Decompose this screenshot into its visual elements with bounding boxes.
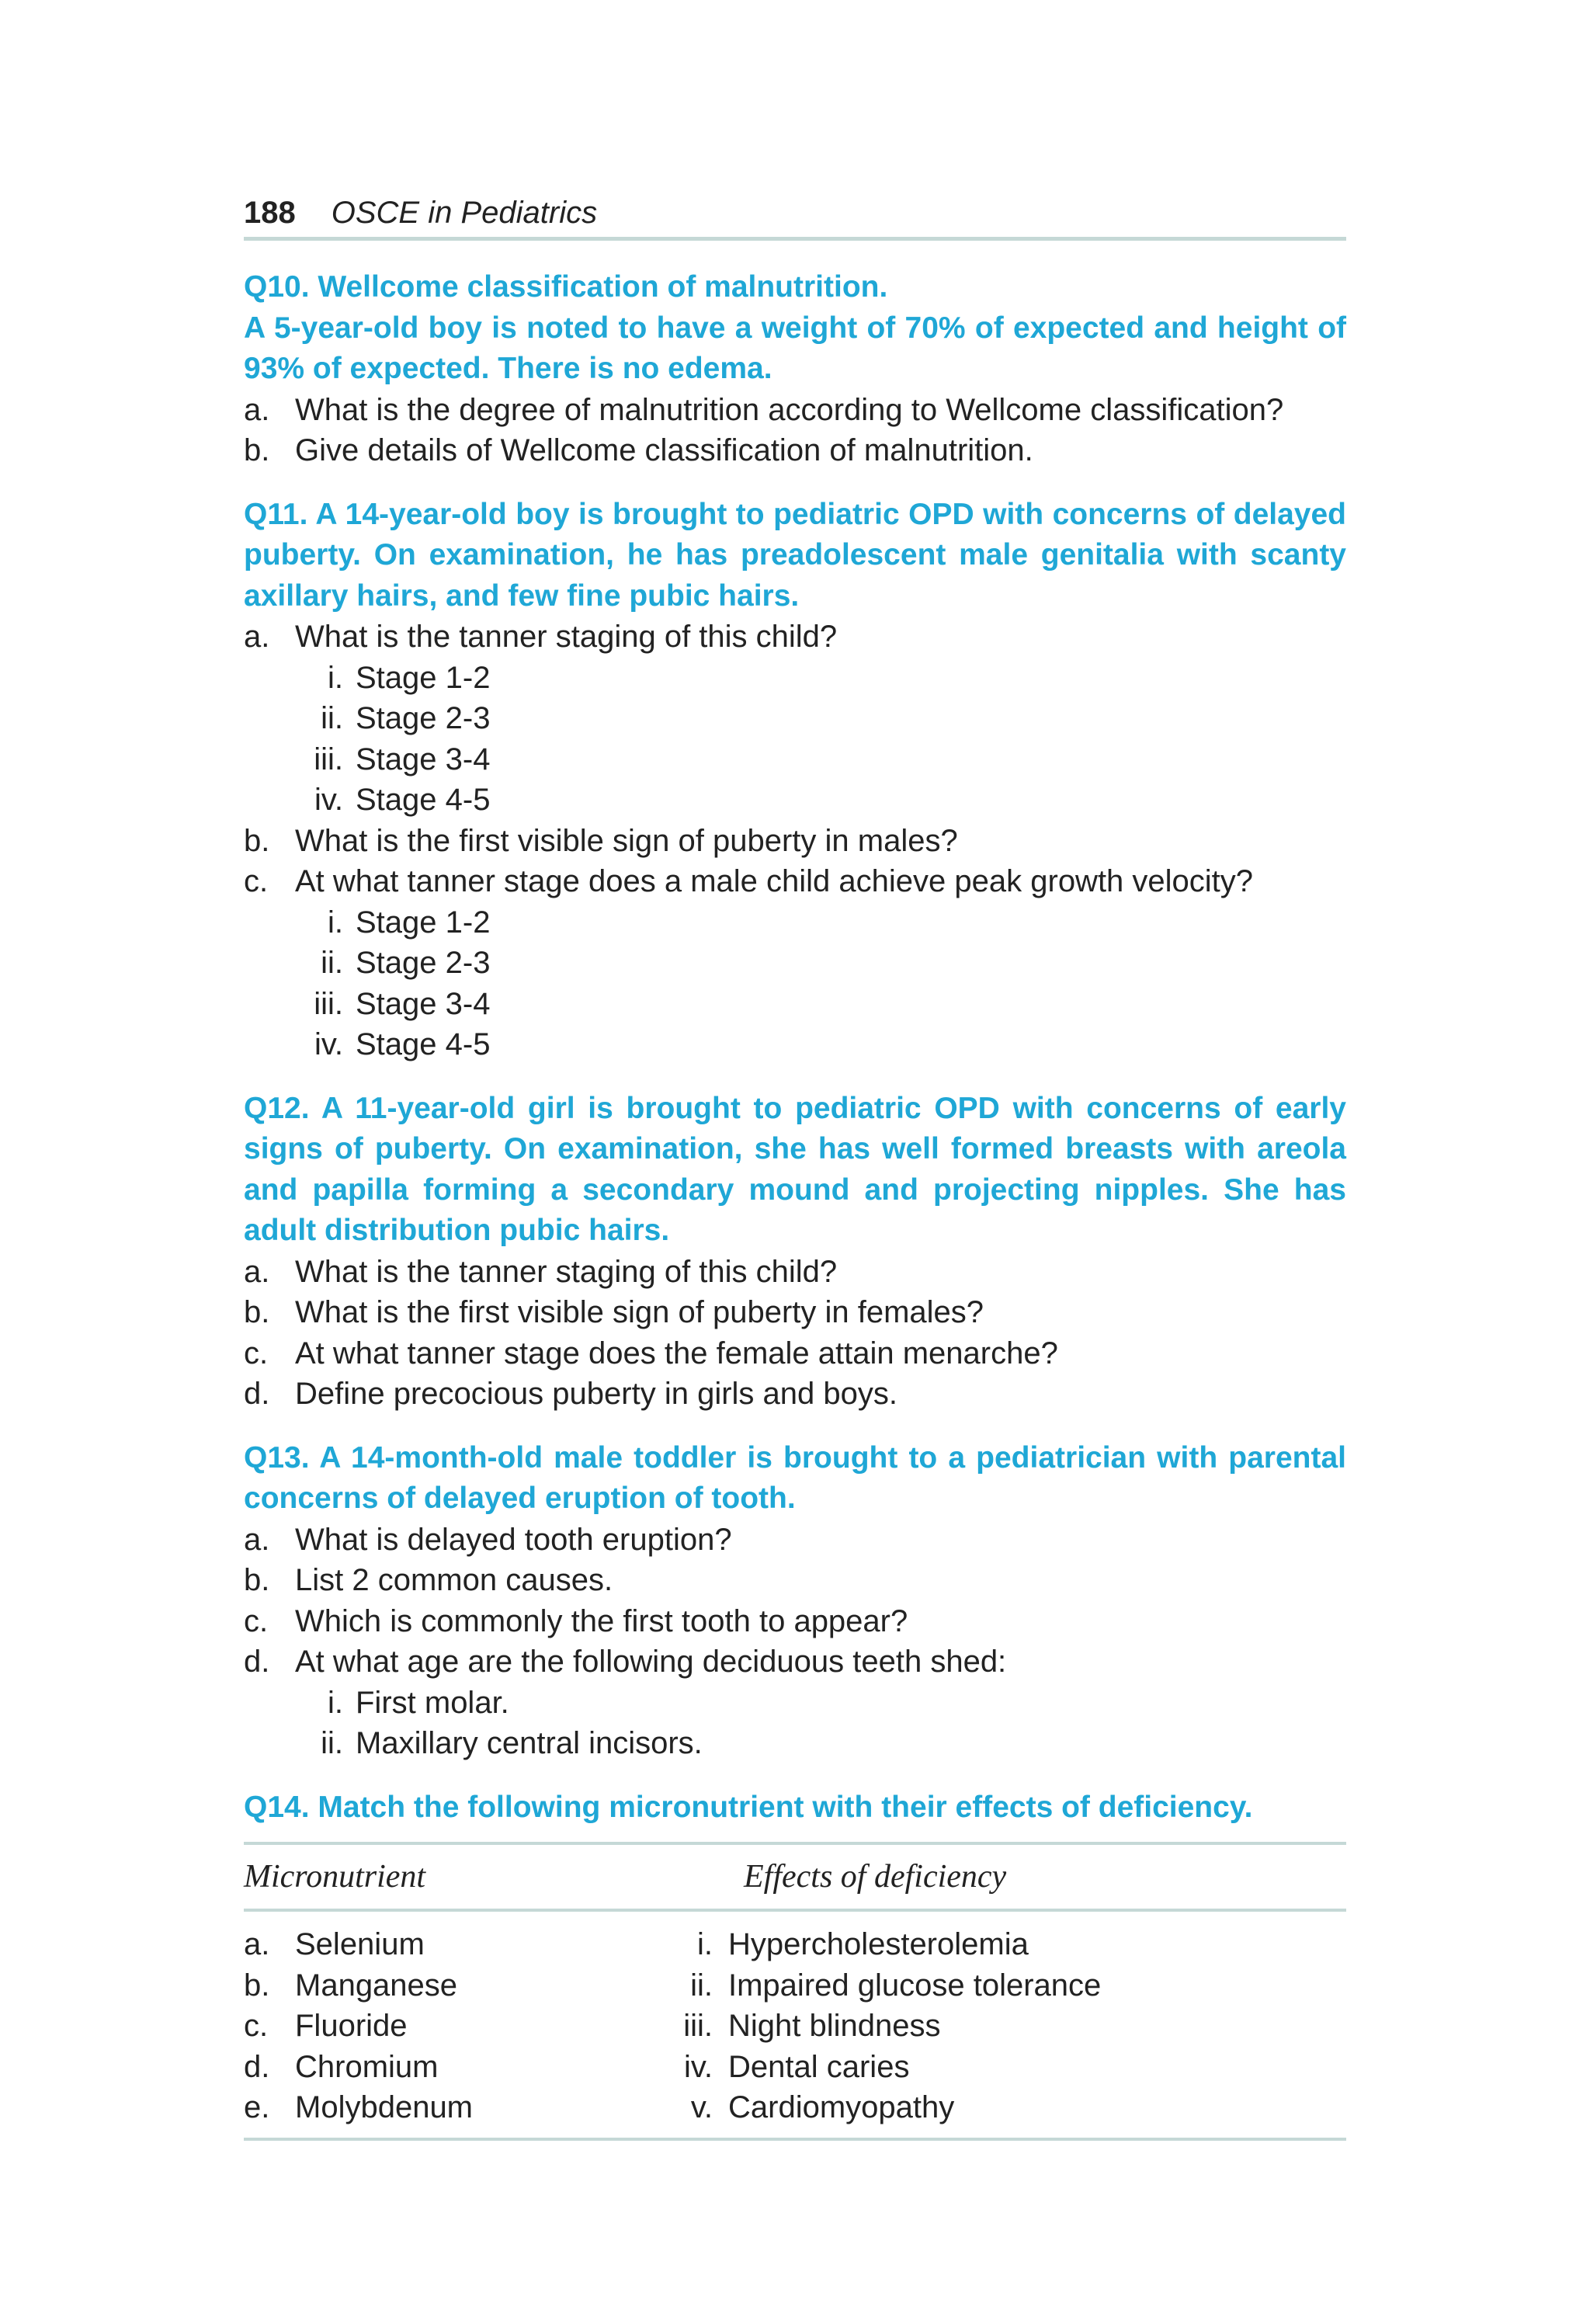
sub-item-marker: ii. <box>321 701 343 735</box>
sub-item <box>244 658 1346 699</box>
question-item <box>244 1252 1346 1293</box>
book-title: OSCE in Pediatrics <box>331 196 598 230</box>
left-marker: a. <box>244 1927 270 1961</box>
question-item <box>244 821 1346 862</box>
question-block-q14 <box>244 1787 1346 2141</box>
item-text: List 2 common causes. <box>295 1563 613 1597</box>
left-marker: d. <box>244 2049 270 2084</box>
question-heading: Q14. Match the following micronutrient with their effects of deficiency. <box>244 1790 1253 1824</box>
item-text: What is the tanner staging of this child? <box>295 620 838 654</box>
micronutrient-name: Selenium <box>295 1927 425 1961</box>
sub-item <box>244 780 1346 821</box>
sub-item <box>244 739 1346 780</box>
sub-item <box>244 698 1346 739</box>
item-text: What is the degree of malnutrition according to Wellcome classification? <box>295 392 1284 427</box>
sub-item-marker: iv. <box>314 1027 343 1061</box>
deficiency-effect: Hypercholesterolemia <box>728 1927 1029 1961</box>
question-item <box>244 861 1346 902</box>
sub-item-text: Stage 3-4 <box>356 986 491 1021</box>
sub-item-text: Stage 1-2 <box>356 905 491 940</box>
page-number: 188 <box>244 196 296 230</box>
right-marker: iv. <box>683 2049 713 2084</box>
item-marker: a. <box>244 1522 270 1557</box>
question-block-q13 <box>244 1438 1346 1764</box>
left-marker: c. <box>244 2009 269 2043</box>
question-item <box>244 1333 1346 1374</box>
right-marker: iii. <box>683 2009 713 2043</box>
question-item <box>244 390 1346 431</box>
match-row <box>244 1924 1346 1965</box>
item-marker: b. <box>244 1563 270 1597</box>
match-row <box>244 2006 1346 2047</box>
column-header-effects: Effects of deficiency <box>744 1859 1007 1895</box>
sub-item <box>244 984 1346 1025</box>
page <box>244 196 1346 2141</box>
sub-item-text: Stage 2-3 <box>356 946 491 980</box>
sub-item-text: Stage 3-4 <box>356 742 491 776</box>
sub-item-marker: iii. <box>314 742 343 776</box>
sub-item-marker: i. <box>328 1685 343 1720</box>
question-item <box>244 430 1346 471</box>
sub-item-text: Stage 4-5 <box>356 1027 491 1061</box>
sub-item-text: First molar. <box>356 1685 509 1720</box>
item-text: Define precocious puberty in girls and boys. <box>295 1377 897 1411</box>
right-marker: v. <box>690 2090 713 2124</box>
question-item <box>244 1560 1346 1601</box>
deficiency-effect: Night blindness <box>728 2009 941 2043</box>
sub-item-marker: ii. <box>321 1726 343 1760</box>
micronutrient-name: Fluoride <box>295 2009 408 2043</box>
question-item <box>244 1601 1346 1642</box>
sub-item-marker: ii. <box>321 946 343 980</box>
match-table-body <box>244 1912 1346 2138</box>
item-marker: a. <box>244 392 270 427</box>
item-marker: a. <box>244 1254 270 1289</box>
sub-item <box>244 943 1346 984</box>
item-text: At what tanner stage does the female attain menarche? <box>295 1336 1058 1370</box>
item-text: At what tanner stage does a male child achieve peak growth velocity? <box>295 864 1254 898</box>
sub-item-marker: i. <box>328 660 343 695</box>
sub-item <box>244 1683 1346 1724</box>
question-heading: Q10. Wellcome classification of malnutrition. <box>244 270 888 304</box>
sub-item <box>244 1723 1346 1764</box>
question-heading: Q12. A 11-year-old girl is brought to pediatric OPD with concerns of early signs of puberty. On examination, she has well formed breasts with areola and papilla forming a secondary mound and projecting nipples. She has adult distribution pubic hairs. <box>244 1091 1346 1247</box>
sub-item <box>244 902 1346 943</box>
left-marker: b. <box>244 1968 270 2003</box>
question-item <box>244 1374 1346 1415</box>
item-text: Which is commonly the first tooth to appear? <box>295 1603 908 1638</box>
column-header-micronutrient: Micronutrient <box>244 1859 426 1895</box>
item-marker: b. <box>244 823 270 858</box>
item-marker: a. <box>244 620 270 654</box>
question-block-q12 <box>244 1089 1346 1415</box>
item-marker: d. <box>244 1645 270 1679</box>
question-heading: Q13. A 14-month-old male toddler is brought to a pediatrician with parental concerns of delayed eruption of tooth. <box>244 1440 1346 1515</box>
item-marker: c. <box>244 1336 269 1370</box>
question-block-q11 <box>244 495 1346 1065</box>
sub-item-text: Stage 2-3 <box>356 701 491 735</box>
item-text: What is the tanner staging of this child? <box>295 1254 838 1289</box>
question-item <box>244 1641 1346 1683</box>
sub-item-marker: iii. <box>314 986 343 1021</box>
item-text: At what age are the following deciduous teeth shed: <box>295 1645 1007 1679</box>
deficiency-effect: Dental caries <box>728 2049 910 2084</box>
right-marker: ii. <box>690 1968 713 2003</box>
deficiency-effect: Impaired glucose tolerance <box>728 1968 1102 2003</box>
question-item <box>244 1292 1346 1333</box>
item-marker: b. <box>244 1295 270 1329</box>
questions-container <box>244 267 1346 1764</box>
item-text: Give details of Wellcome classification of malnutrition. <box>295 433 1033 467</box>
left-marker: e. <box>244 2090 270 2124</box>
match-row <box>244 1965 1346 2006</box>
sub-item-marker: iv. <box>314 783 343 817</box>
deficiency-effect: Cardiomyopathy <box>728 2090 955 2124</box>
item-text: What is the first visible sign of puberty in males? <box>295 823 958 858</box>
match-row <box>244 2087 1346 2128</box>
right-marker: i. <box>697 1927 713 1961</box>
micronutrient-name: Manganese <box>295 1968 458 2003</box>
item-text: What is the first visible sign of puberty in females? <box>295 1295 984 1329</box>
sub-item-text: Maxillary central incisors. <box>356 1726 703 1760</box>
match-row <box>244 2047 1346 2088</box>
question-block-q10 <box>244 267 1346 471</box>
match-table-header <box>244 1845 1346 1912</box>
micronutrient-name: Chromium <box>295 2049 439 2084</box>
question-item <box>244 617 1346 658</box>
question-case: A 5-year-old boy is noted to have a weight of 70% of expected and height of 93% of expected. There is no edema. <box>244 311 1346 385</box>
item-marker: c. <box>244 864 269 898</box>
sub-item-text: Stage 4-5 <box>356 783 491 817</box>
question-heading: Q11. A 14-year-old boy is brought to pediatric OPD with concerns of delayed puberty. On examination, he has preadolescent male genitalia with scanty axillary hairs, and few fine pubic hairs. <box>244 497 1346 613</box>
item-marker: b. <box>244 433 270 467</box>
sub-item-text: Stage 1-2 <box>356 660 491 695</box>
item-marker: d. <box>244 1377 270 1411</box>
question-item <box>244 1520 1346 1561</box>
item-marker: c. <box>244 1603 269 1638</box>
micronutrient-name: Molybdenum <box>295 2090 474 2124</box>
sub-item <box>244 1024 1346 1065</box>
match-table <box>244 1842 1346 2141</box>
sub-item-marker: i. <box>328 905 343 940</box>
running-header <box>244 196 1346 241</box>
item-text: What is delayed tooth eruption? <box>295 1522 732 1557</box>
